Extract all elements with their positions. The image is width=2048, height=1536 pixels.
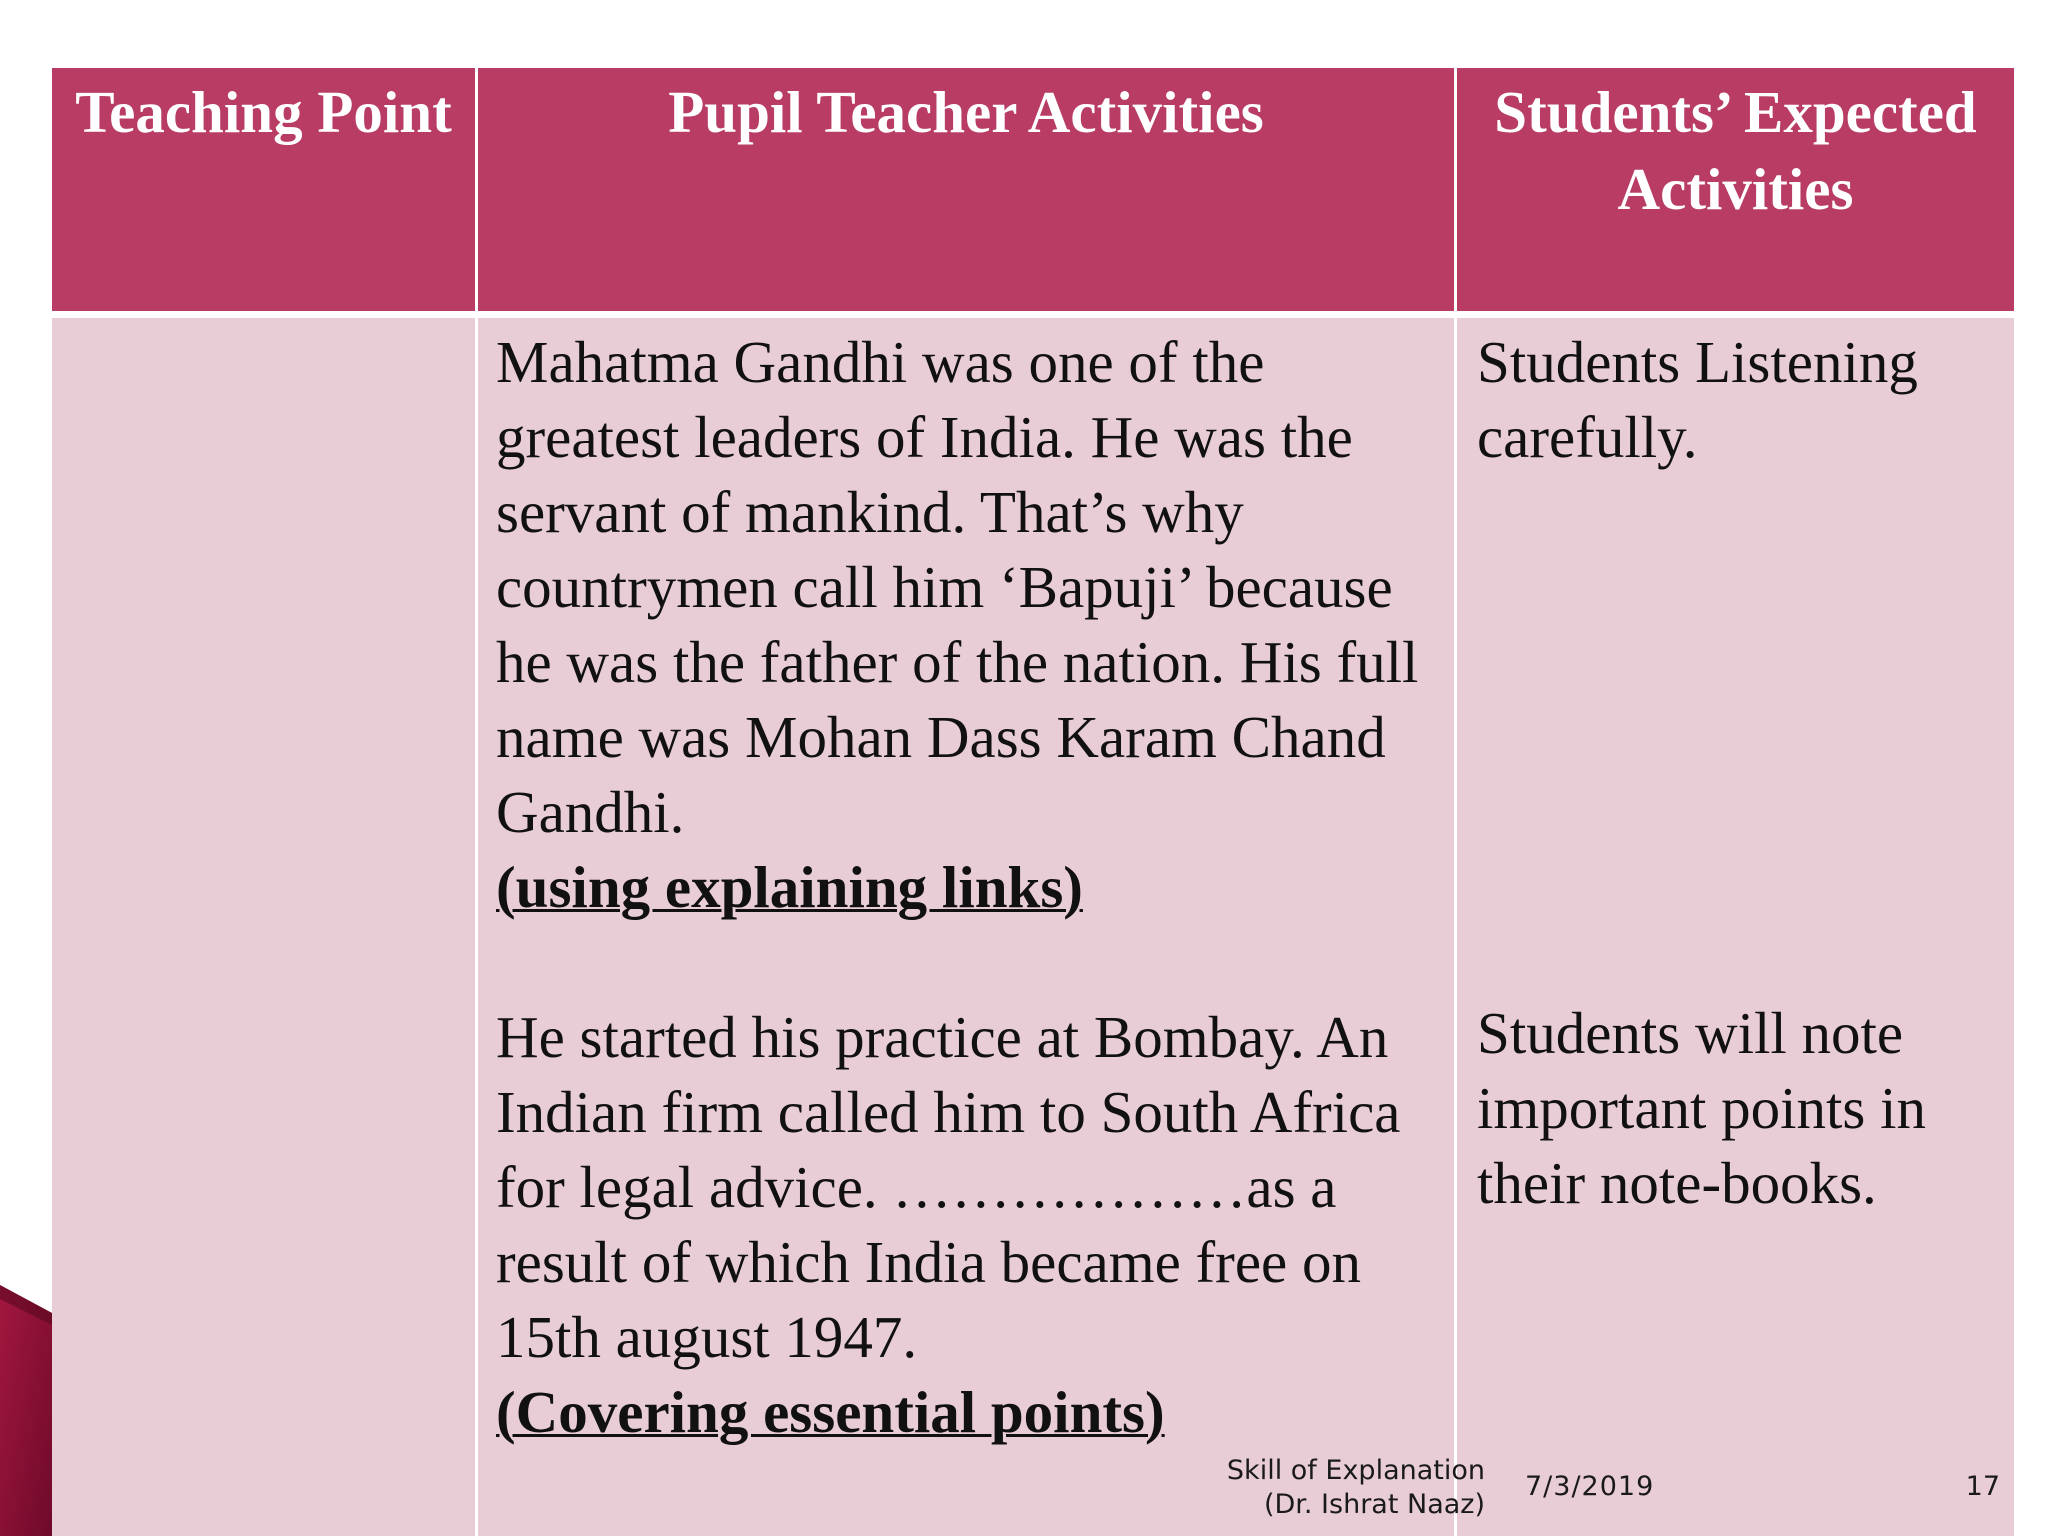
cell-teaching-point <box>52 318 475 1536</box>
lesson-plan-table <box>52 68 2014 1536</box>
teacher-paragraph: Mahatma Gandhi was one of the greatest leaders of India. He was the servant of mankind. That’s why countrymen call him ‘Bapuji’ because he was the father of the nation. His full name was Mohan Dass Karam Chand Gandhi. <box>496 329 1419 845</box>
student-activity: Students will note important points in their note-books. <box>1477 1000 1927 1216</box>
footer-title-block <box>1205 1454 1485 1522</box>
teacher-note: (Covering essential points) <box>496 1379 1165 1445</box>
cell-student-activities <box>1454 318 2014 1536</box>
page-number: 17 <box>1965 1471 2000 1502</box>
cell-teacher-activities <box>475 318 1454 1536</box>
header-pupil-teacher-activities: Pupil Teacher Activities <box>475 68 1454 318</box>
header-students-expected-activities: Students’ Expected Activities <box>1454 68 2014 318</box>
teacher-paragraph: He started his practice at Bombay. An Indian firm called him to South Africa for legal advice. ………………as a result of which India became free on 15th august 1947. <box>496 1004 1401 1370</box>
corner-decoration <box>0 1285 52 1536</box>
footer-title: Skill of Explanation <box>1226 1455 1485 1486</box>
teacher-note: (using explaining links) <box>496 854 1083 920</box>
footer-author: (Dr. Ishrat Naaz) <box>1263 1489 1485 1520</box>
header-teaching-point: Teaching Point <box>52 68 475 318</box>
student-activity: Students Listening carefully. <box>1477 329 1918 470</box>
footer-date: 7/3/2019 <box>1525 1471 1655 1502</box>
